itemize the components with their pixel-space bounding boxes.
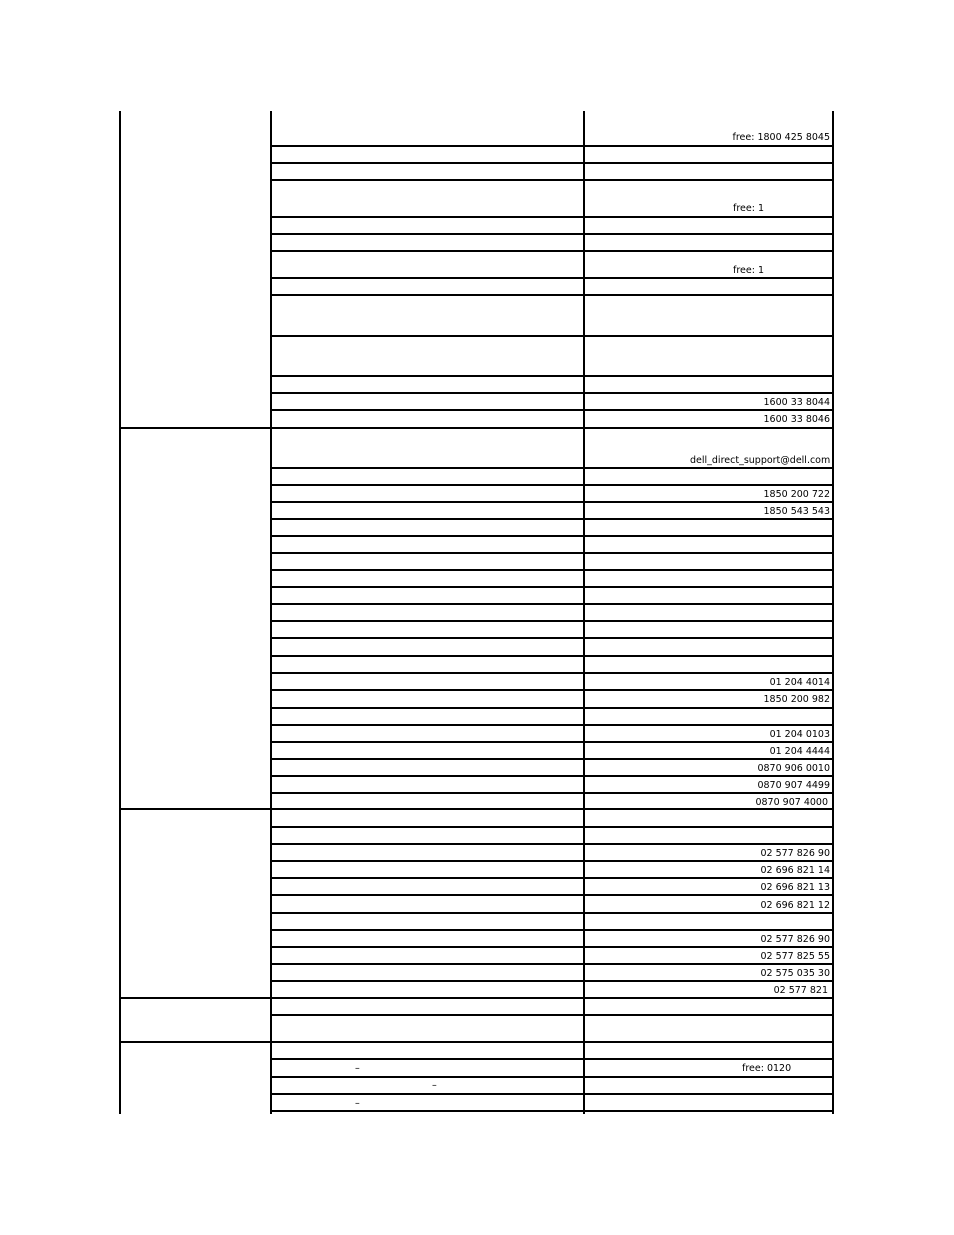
phone-value: 1850 543 543 [763, 506, 830, 517]
row-divider [270, 860, 834, 862]
phone-value: free: 1 [733, 265, 764, 276]
phone-value: 0870 907 4000 [755, 797, 828, 808]
row-divider [270, 980, 834, 982]
row-divider [270, 946, 834, 948]
row-divider [270, 689, 834, 691]
row-divider [270, 655, 834, 657]
row-divider [270, 672, 834, 674]
row-divider [270, 484, 834, 486]
row-divider [270, 552, 834, 554]
phone-value: 02 577 826 90 [760, 848, 830, 859]
group-divider [119, 427, 834, 429]
row-divider [270, 569, 834, 571]
phone-value: 01 204 0103 [769, 729, 830, 740]
row-divider [270, 277, 834, 279]
phone-value: free: 1800 425 8045 [732, 132, 830, 143]
row-divider [270, 724, 834, 726]
table-left-border [119, 111, 121, 1114]
row-divider [270, 216, 834, 218]
phone-value: free: 1 [733, 203, 764, 214]
phone-value: 1850 200 982 [763, 694, 830, 705]
row-divider [270, 535, 834, 537]
phone-value: 01 204 4014 [769, 677, 830, 688]
row-divider [270, 894, 834, 896]
phone-value: 0870 906 0010 [757, 763, 830, 774]
group-divider [119, 1041, 834, 1043]
row-divider [270, 1093, 834, 1095]
row-divider [270, 843, 834, 845]
row-divider [270, 603, 834, 605]
row-divider [270, 233, 834, 235]
row-divider [270, 392, 834, 394]
dash-mark: – [355, 1063, 360, 1074]
row-divider [270, 912, 834, 914]
row-divider [270, 501, 834, 503]
row-divider [270, 179, 834, 181]
phone-value: 1850 200 722 [763, 489, 830, 500]
row-divider [270, 963, 834, 965]
row-divider [270, 741, 834, 743]
phone-value: 02 577 821 [773, 985, 828, 996]
row-divider [270, 877, 834, 879]
group-divider [119, 808, 834, 810]
row-divider [270, 826, 834, 828]
row-divider [270, 1014, 834, 1016]
row-divider [270, 775, 834, 777]
row-divider [270, 758, 834, 760]
row-divider [270, 637, 834, 639]
group-divider [119, 997, 834, 999]
phone-value: 1600 33 8044 [763, 397, 830, 408]
row-divider [270, 707, 834, 709]
phone-value: 02 575 035 30 [760, 968, 830, 979]
phone-value: 02 696 821 12 [760, 900, 830, 911]
dash-mark: – [432, 1080, 437, 1091]
phone-value: 02 696 821 13 [760, 882, 830, 893]
row-divider [270, 1058, 834, 1060]
row-divider [270, 620, 834, 622]
row-divider [270, 467, 834, 469]
row-divider [270, 1076, 834, 1078]
phone-value: 1600 33 8046 [763, 414, 830, 425]
row-divider [270, 162, 834, 164]
row-divider [270, 375, 834, 377]
row-divider [270, 145, 834, 147]
row-divider [270, 1110, 834, 1112]
dash-mark: – [355, 1098, 360, 1109]
phone-value: free: 0120 [742, 1063, 792, 1074]
row-divider [270, 335, 834, 337]
phone-value: 02 696 821 14 [760, 865, 830, 876]
row-divider [270, 409, 834, 411]
row-divider [270, 294, 834, 296]
phone-value: 01 204 4444 [769, 746, 830, 757]
row-divider [270, 586, 834, 588]
phone-value: 0870 907 4499 [757, 780, 830, 791]
row-divider [270, 518, 834, 520]
row-divider [270, 250, 834, 252]
phone-value: 02 577 826 90 [760, 934, 830, 945]
email-value: dell_direct_support@dell.com [690, 455, 831, 466]
row-divider [270, 929, 834, 931]
phone-value: 02 577 825 55 [760, 951, 830, 962]
row-divider [270, 792, 834, 794]
